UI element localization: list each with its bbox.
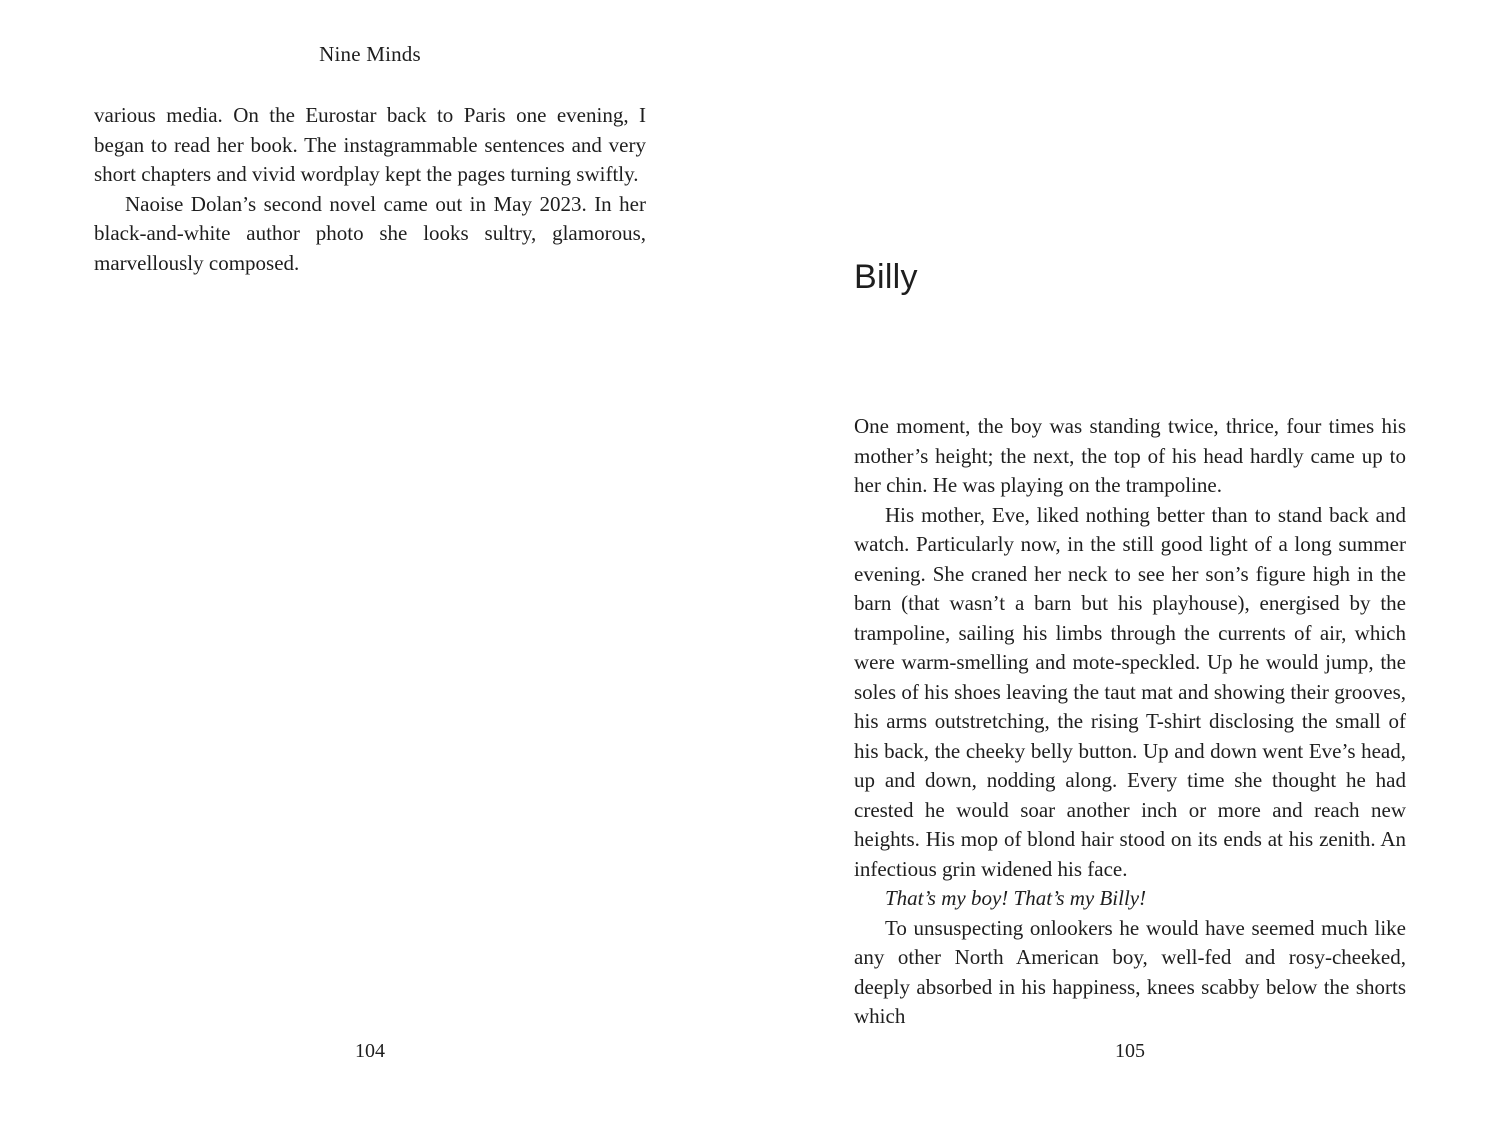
chapter-title: Billy bbox=[854, 257, 918, 296]
italic-quote: That’s my boy! That’s my Billy! bbox=[885, 886, 1147, 910]
running-head: Nine Minds bbox=[319, 42, 421, 66]
right-body-text bbox=[854, 412, 1406, 1032]
right-page bbox=[750, 0, 1500, 1125]
paragraph: His mother, Eve, liked nothing better than to stand back and watch. Particularly now, in the still good light of a long summer evening. She craned her neck to see her son’s figure high in the barn (that wasn’t a barn but his playhouse), energised by the trampoline, sailing his limbs through the currents of air, which were warm-smelling and mote-speckled. Up he would jump, the soles of his shoes leaving the taut mat and showing their grooves, his arms outstretching, the rising T-shirt disclosing the small of his back, the cheeky belly button. Up and down went Eve’s head, up and down, nodding along. Every time she thought he had crested he would soar another inch or more and reach new heights. His mop of blond hair stood on its ends at his zenith. An infectious grin widened his face. bbox=[854, 502, 1406, 881]
page-number: 104 bbox=[355, 1040, 385, 1062]
page-number: 105 bbox=[1115, 1040, 1145, 1062]
italic-paragraph bbox=[854, 884, 1406, 914]
paragraph: various media. On the Eurostar back to Paris one evening, I began to read her book. The instagrammable sentences and very short chapters and vivid wordplay kept the pages turning swiftly. bbox=[94, 103, 646, 186]
paragraph: To unsuspecting onlookers he would have seemed much like any other North American boy, well-fed and rosy-cheeked, deeply absorbed in his happiness, knees scabby below the shorts which bbox=[854, 915, 1406, 1028]
left-body-text bbox=[94, 101, 646, 278]
paragraph: One moment, the boy was standing twice, thrice, four times his mother’s height; the next, the top of his head hardly came up to her chin. He was playing on the trampoline. bbox=[854, 414, 1406, 497]
paragraph: Naoise Dolan’s second novel came out in May 2023. In her black-and-white author photo she looks sultry, glamorous, marvellously composed. bbox=[94, 191, 646, 275]
